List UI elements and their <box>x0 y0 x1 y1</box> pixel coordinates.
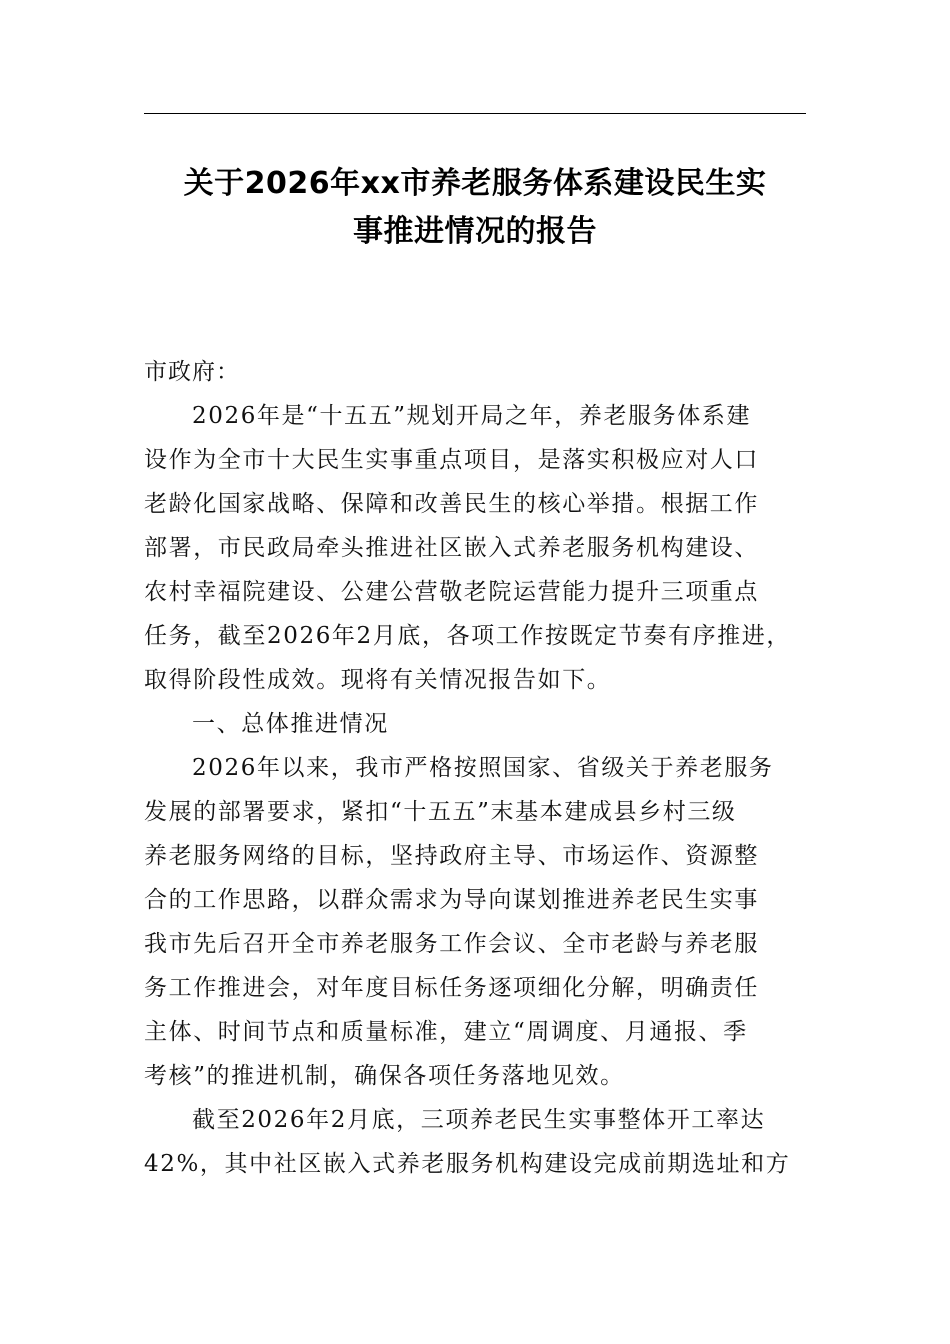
text-line: 合的工作思路，以群众需求为导向谋划推进养老民生实事 <box>144 887 759 913</box>
text-line: 2026年以来，我市严格按照国家、省级关于养老服务 <box>192 755 774 781</box>
text-line: 老龄化国家战略、保障和改善民生的核心举措。根据工作 <box>144 491 759 517</box>
text-line: 42%，其中社区嵌入式养老服务机构建设完成前期选址和方 <box>144 1151 791 1177</box>
document-title <box>144 160 806 256</box>
header-rule <box>144 113 806 114</box>
title-line-1: 关于2026年xx市养老服务体系建设民生实 <box>183 166 767 201</box>
document-body <box>144 350 806 1186</box>
text-line: 任务，截至2026年2月底，各项工作按既定节奏有序推进， <box>144 623 791 649</box>
text-line: 取得阶段性成效。现将有关情况报告如下。 <box>144 667 612 693</box>
text-line: 部署，市民政局牵头推进社区嵌入式养老服务机构建设、 <box>144 535 759 561</box>
section-heading: 一、总体推进情况 <box>192 711 389 737</box>
text-line: 2026年是“十五五”规划开局之年，养老服务体系建 <box>192 403 752 429</box>
text-line: 农村幸福院建设、公建公营敬老院运营能力提升三项重点 <box>144 579 759 605</box>
text-line: 主体、时间节点和质量标准，建立“周调度、月通报、季 <box>144 1019 748 1045</box>
text-line: 我市先后召开全市养老服务工作会议、全市老龄与养老服 <box>144 931 759 957</box>
text-line: 养老服务网络的目标，坚持政府主导、市场运作、资源整 <box>144 843 759 869</box>
text-line: 截至2026年2月底，三项养老民生实事整体开工率达 <box>192 1107 766 1133</box>
salutation: 市政府： <box>144 359 240 385</box>
text-line: 务工作推进会，对年度目标任务逐项细化分解，明确责任 <box>144 975 759 1001</box>
text-line: 发展的部署要求，紧扣“十五五”末基本建成县乡村三级 <box>144 799 737 825</box>
text-line: 考核”的推进机制，确保各项任务落地见效。 <box>144 1063 625 1089</box>
text-line: 设作为全市十大民生实事重点项目，是落实积极应对人口 <box>144 447 759 473</box>
title-line-2: 事推进情况的报告 <box>353 214 597 249</box>
